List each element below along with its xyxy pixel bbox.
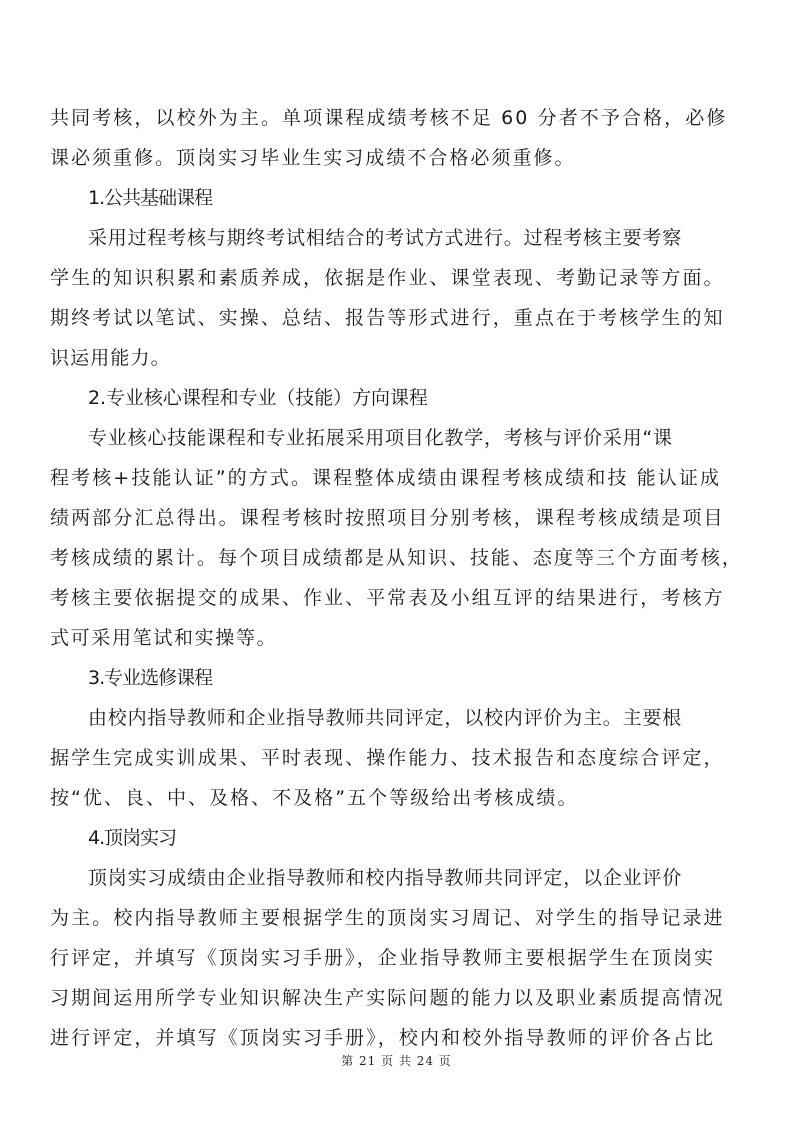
body-text-line: 专业核心技能课程和专业拓展采用项目化教学，考核与评价采用“课 — [88, 427, 673, 449]
body-text-line: 程考核+技能认证”的方式。课程整体成绩由课程考核成绩和技 能认证成 — [50, 467, 722, 489]
body-text-line: 考核成绩的累计。每个项目成绩都是从知识、技能、态度等三个方面考核， — [50, 547, 743, 569]
body-text-line: 按“优、良、中、及格、不及格”五个等级给出考核成绩。 — [50, 787, 579, 809]
body-text-line: 期终考试以笔试、实操、总结、报告等形式进行，重点在于考核学生的知 — [50, 307, 725, 329]
section-heading: 2.专业核心课程和专业（技能）方向课程 — [88, 387, 428, 409]
body-text-line: 绩两部分汇总得出。课程考核时按照项目分别考核，课程考核成绩是项目 — [50, 507, 725, 529]
body-text-line: 识运用能力。 — [50, 347, 171, 369]
body-text-line: 考核主要依据提交的成果、作业、平常表及小组互评的结果进行，考核方 — [50, 587, 725, 609]
body-text-line: 顶岗实习成绩由企业指导教师和校内指导教师共同评定，以企业评价 — [88, 867, 683, 889]
body-text-line: 式可采用笔试和实操等。 — [50, 627, 278, 649]
body-text-line: 行评定，并填写《顶岗实习手册》，企业指导教师主要根据学生在顶岗实 — [50, 947, 716, 969]
body-text-line: 由校内指导教师和企业指导教师共同评定，以校内评价为主。主要根 — [88, 707, 683, 729]
page-footer: 第 21 页 共 24 页 — [341, 1054, 452, 1068]
body-text-line: 进行评定，并填写《顶岗实习手册》，校内和校外指导教师的评价各占比 — [50, 1027, 716, 1049]
section-heading: 3.专业选修课程 — [88, 667, 213, 689]
body-text-line: 共同考核，以校外为主。单项课程成绩考核不足 60 分者不予合格，必修 — [50, 107, 728, 129]
body-text-line: 习期间运用所学专业知识解决生产实际问题的能力以及职业素质提高情况 — [50, 987, 725, 1009]
body-text-line: 据学生完成实训成果、平时表现、操作能力、技术报告和态度综合评定， — [50, 747, 725, 769]
body-text-line: 采用过程考核与期终考试相结合的考试方式进行。过程考核主要考察 — [88, 227, 683, 249]
section-heading: 4.顶岗实习 — [88, 827, 177, 849]
section-heading: 1.公共基础课程 — [88, 187, 213, 209]
body-text-line: 课必须重修。顶岗实习毕业生实习成绩不合格必须重修。 — [50, 147, 576, 169]
body-text-line: 为主。校内指导教师主要根据学生的顶岗实习周记、对学生的指导记录进 — [50, 907, 725, 929]
body-text-line: 学生的知识积累和素质养成，依据是作业、课堂表现、考勤记录等方面。 — [50, 267, 725, 289]
